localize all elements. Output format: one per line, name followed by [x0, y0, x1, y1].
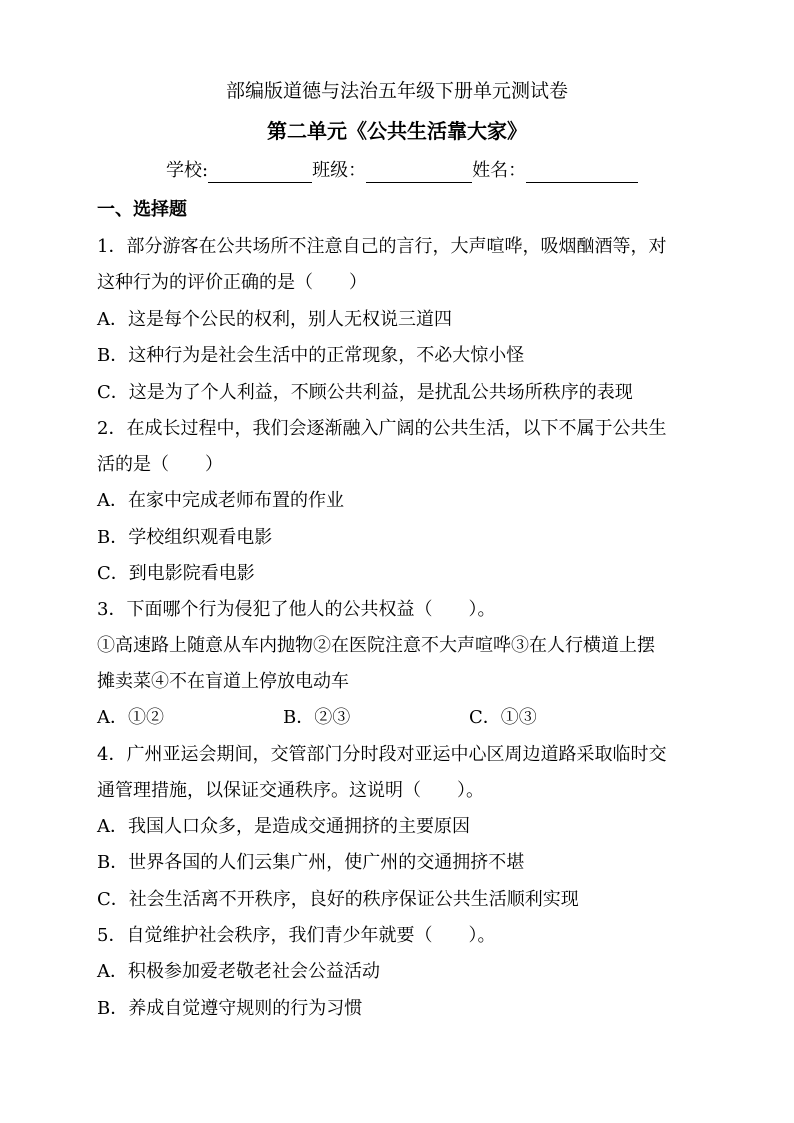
question-1-option-b: B．这种行为是社会生活中的正常现象，不必大惊小怪 [97, 345, 525, 366]
question-2-option-a: A．在家中完成老师布置的作业 [97, 490, 344, 511]
question-4-option-b: B．世界各国的人们云集广州，使广州的交通拥挤不堪 [97, 852, 525, 873]
question-3-stem-line1: 3．下面哪个行为侵犯了他人的公共权益（ ）。 [97, 599, 496, 620]
question-1-stem-line1: 1．部分游客在公共场所不注意自己的言行，大声喧哗，吸烟酗酒等，对 [97, 236, 667, 257]
exam-title: 部编版道德与法治五年级下册单元测试卷 [225, 80, 568, 102]
question-5-option-a: A．积极参加爱老敬老社会公益活动 [97, 961, 380, 982]
class-label: 班级： [312, 160, 367, 181]
name-label: 姓名： [472, 160, 527, 181]
school-blank [208, 162, 312, 183]
question-3-option-a: A．①② [97, 707, 164, 728]
exam-subtitle: 第二单元《公共生活靠大家》 [267, 119, 527, 143]
question-5-option-b: B．养成自觉遵守规则的行为习惯 [97, 998, 363, 1019]
question-4-option-a: A．我国人口众多，是造成交通拥挤的主要原因 [97, 816, 470, 837]
question-2-stem-line2: 活的是（ ） [97, 454, 223, 475]
question-2-option-c: C．到电影院看电影 [97, 563, 255, 584]
class-blank [366, 162, 472, 183]
question-3-option-c: C．①③ [469, 707, 537, 728]
question-2-stem-line1: 2．在成长过程中，我们会逐渐融入广阔的公共生活，以下不属于公共生 [97, 418, 667, 439]
question-4-option-c: C．社会生活离不开秩序，良好的秩序保证公共生活顺利实现 [97, 889, 579, 910]
question-1-stem-line2: 这种行为的评价正确的是（ ） [97, 272, 367, 293]
question-2-option-b: B．学校组织观看电影 [97, 527, 273, 548]
section-heading: 一、选择题 [97, 199, 187, 220]
student-info-line [166, 159, 638, 183]
question-1-option-a: A．这是每个公民的权利，别人无权说三道四 [97, 309, 452, 330]
question-3-option-b: B．②③ [283, 707, 351, 728]
name-blank [526, 162, 638, 183]
question-1-option-c: C．这是为了个人利益，不顾公共利益，是扰乱公共场所秩序的表现 [97, 382, 633, 403]
question-4-stem-line1: 4．广州亚运会期间，交管部门分时段对亚运中心区周边道路采取临时交 [97, 744, 667, 765]
question-4-stem-line2: 通管理措施，以保证交通秩序。这说明（ ）。 [97, 780, 484, 801]
question-3-stem-line3: 摊卖菜④不在盲道上停放电动车 [97, 671, 349, 692]
school-label: 学校: [166, 160, 209, 181]
question-5-stem-line1: 5．自觉维护社会秩序，我们青少年就要（ ）。 [97, 925, 496, 946]
question-3-stem-line2: ①高速路上随意从车内抛物②在医院注意不大声喧哗③在人行横道上摆 [97, 635, 655, 656]
